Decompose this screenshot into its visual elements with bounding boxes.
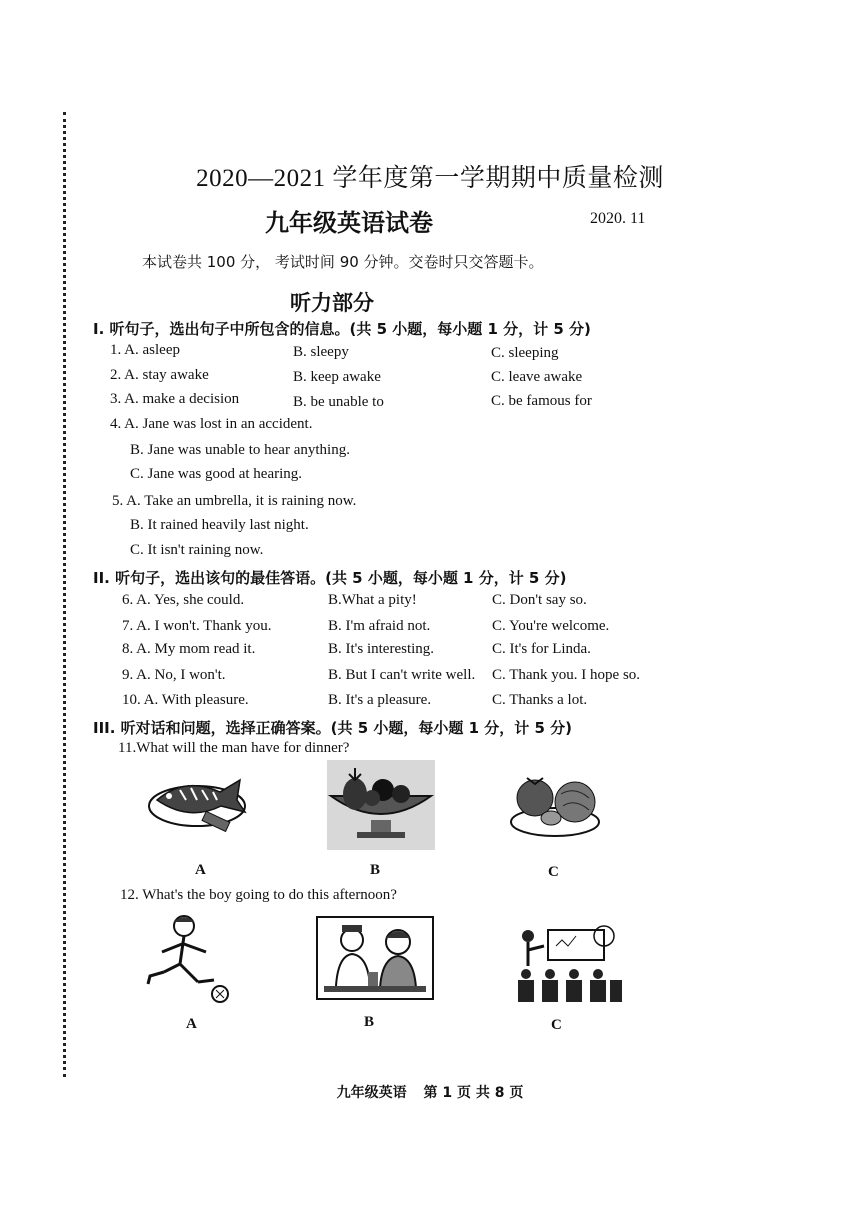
q11-label-a: A [195,862,206,878]
doctor-and-boy-picture [316,916,434,1000]
part1-title: I. 听句子，选出句子中所包含的信息。(共 5 小题，每小题 1 分，计 5 分) [93,320,591,338]
exam-subtitle: 九年级英语试卷 [265,209,433,237]
page-footer [0,1082,860,1102]
fruit-bowl-picture [327,760,435,850]
q6-option-c: C. Don't say so. [492,592,587,608]
q11-question: 11.What will the man have for dinner? [118,740,350,756]
footer-page-number: 第 1 页 共 8 页 [423,1085,524,1101]
q1-option-b: B. sleepy [293,344,349,360]
q12-label-a: A [186,1016,197,1032]
q8-option-c: C. It's for Linda. [492,641,591,657]
q10-option-c: C. Thanks a lot. [492,692,588,708]
q4-option-a: 4. A. Jane was lost in an accident. [110,416,313,432]
q1-option-c: C. sleeping [491,345,559,361]
q3-option-b: B. be unable to [293,394,384,410]
footer-subject: 九年级英语 [336,1085,407,1101]
q7-option-c: C. You're welcome. [492,618,610,634]
q5-option-a: 5. A. Take an umbrella, it is raining now. [112,493,357,509]
q2-option-a: 2. A. stay awake [110,367,209,383]
part2-title: II. 听句子，选出该句的最佳答语。(共 5 小题，每小题 1 分，计 5 分) [93,569,567,587]
q2-option-c: C. leave awake [491,369,583,385]
binding-dotted-line [63,112,66,1077]
q3-option-c: C. be famous for [491,393,592,409]
q4-option-c: C. Jane was good at hearing. [130,466,303,482]
q9-option-a: 9. A. No, I won't. [122,667,226,683]
exam-notice: 本试卷共 100 分， 考试时间 90 分钟。交卷时只交答题卡。 [142,253,544,271]
q11-label-c: C [548,864,559,880]
q12-question: 12. What's the boy going to do this afternoon? [120,887,397,903]
boy-playing-football-picture [144,912,234,1007]
q7-option-b: B. I'm afraid not. [328,618,431,634]
q12-label-b: B [364,1014,375,1030]
q6-option-a: 6. A. Yes, she could. [122,592,245,608]
q7-option-a: 7. A. I won't. Thank you. [122,618,272,634]
classroom-lecture-picture [512,922,624,1008]
q1-option-a: 1. A. asleep [110,342,180,358]
q4-option-b: B. Jane was unable to hear anything. [130,442,350,458]
q8-option-b: B. It's interesting. [328,641,435,657]
q10-option-b: B. It's a pleasure. [328,692,432,708]
exam-title: 2020—2021 学年度第一学期期中质量检测 [196,165,664,192]
q9-option-c: C. Thank you. I hope so. [492,667,641,683]
vegetables-picture [505,770,605,840]
q11-label-b: B [370,862,381,878]
section-title-listening: 听力部分 [290,291,374,315]
fish-dish-picture [145,766,255,841]
q3-option-a: 3. A. make a decision [110,391,240,407]
q6-option-b: B.What a pity! [328,592,417,608]
part3-title: III. 听对话和问题，选择正确答案。(共 5 小题，每小题 1 分，计 5 分) [93,719,573,737]
exam-date: 2020. 11 [590,210,646,227]
q12-label-c: C [551,1017,562,1033]
q8-option-a: 8. A. My mom read it. [122,641,256,657]
q5-option-b: B. It rained heavily last night. [130,517,309,533]
q2-option-b: B. keep awake [293,369,381,385]
q5-option-c: C. It isn't raining now. [130,542,264,558]
q9-option-b: B. But I can't write well. [328,667,476,683]
q10-option-a: 10. A. With pleasure. [122,692,249,708]
